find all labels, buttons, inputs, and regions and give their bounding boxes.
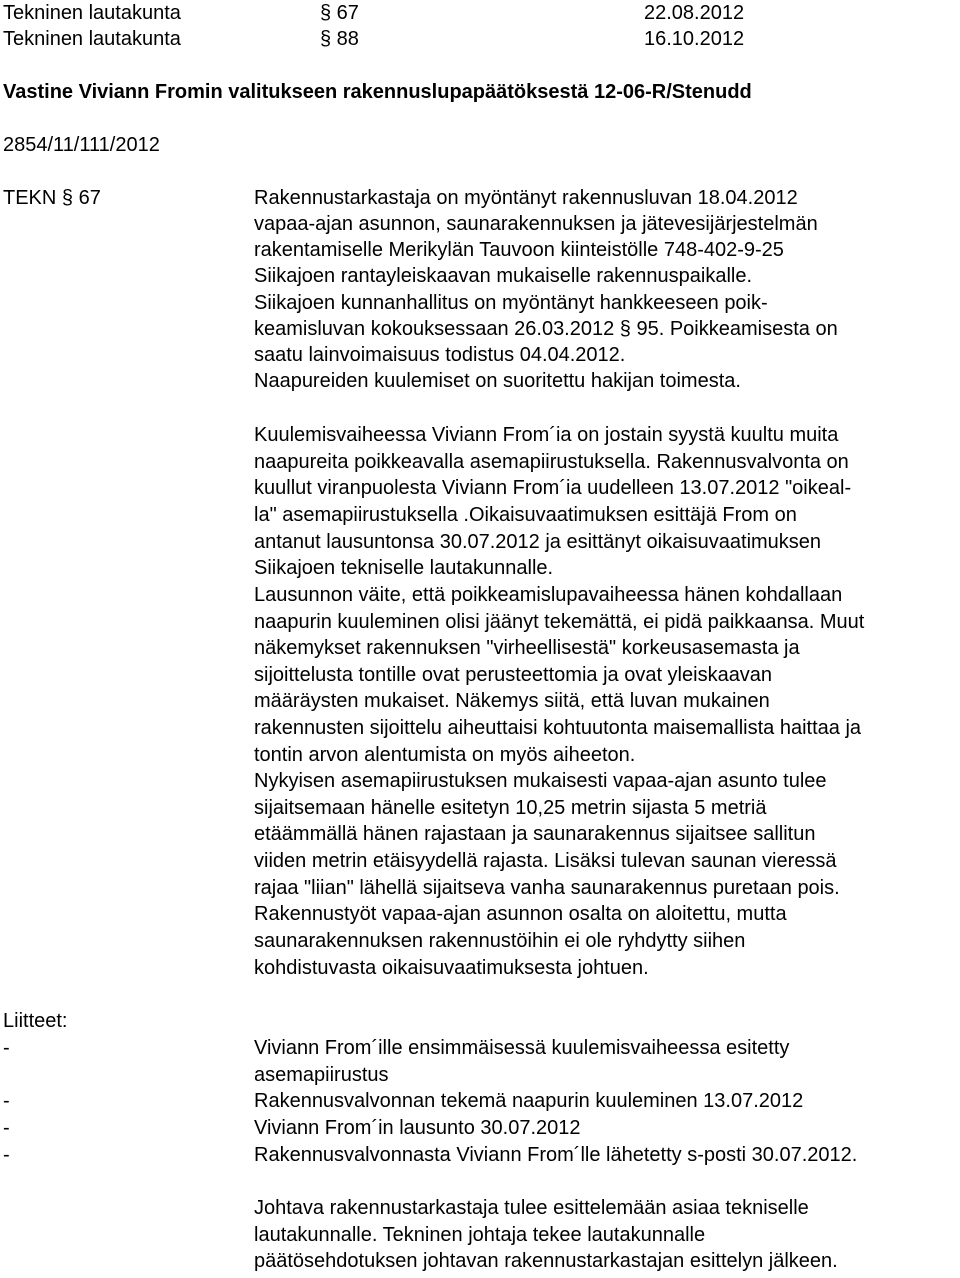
text-line: näkemykset rakennuksen "virheellisestä" korkeusasemasta ja xyxy=(254,637,800,659)
text-line: päätösehdotuksen johtavan rakennustarkastajan esittelyn jälkeen. xyxy=(254,1250,838,1272)
attachment-dash: - xyxy=(3,1090,10,1112)
text-line: kohdistuvasta oikaisuvaatimuksesta johtuen. xyxy=(254,957,649,979)
text-line: määräysten mukaiset. Näkemys siitä, että luvan mukainen xyxy=(254,690,770,712)
text-line: etäämmällä hänen rajastaan ja saunarakennus sijaitsee sallitun xyxy=(254,823,816,845)
text-line: sijaitsemaan hänelle esitetyn 10,25 metrin sijasta 5 metriä xyxy=(254,797,767,819)
header-section: § 88 xyxy=(320,28,359,50)
text-line: Siikajoen kunnanhallitus on myöntänyt hankkeeseen poik- xyxy=(254,292,768,314)
text-line: naapurin kuuleminen olisi jäänyt tekemättä, ei pidä paikkaansa. Muut xyxy=(254,611,865,633)
text-line: viiden metrin etäisyydellä rajasta. Lisäksi tulevan saunan vieressä xyxy=(254,850,837,872)
header-board: Tekninen lautakunta xyxy=(3,28,181,50)
text-line: Siikajoen rantayleiskaavan mukaiselle rakennuspaikalle. xyxy=(254,265,753,287)
text-line: Rakennustyöt vapaa-ajan asunnon osalta on aloitettu, mutta xyxy=(254,903,787,925)
text-line: la" asemapiirustuksella .Oikaisuvaatimuksen esittäjä From on xyxy=(254,504,797,526)
page-title: Vastine Viviann Fromin valitukseen rakennuslupapäätöksestä 12-06-R/Stenudd xyxy=(3,81,752,103)
text-line: Johtava rakennustarkastaja tulee esittelemään asiaa tekniselle xyxy=(254,1197,809,1219)
text-line: Siikajoen tekniselle lautakunnalle. xyxy=(254,557,554,579)
attachment-item: Viviann From´ille ensimmäisessä kuulemisvaiheessa esitetty xyxy=(254,1037,790,1059)
text-line: antanut lausuntonsa 30.07.2012 ja esittänyt oikaisuvaatimuksen xyxy=(254,531,822,553)
attachment-item: Rakennusvalvonnasta Viviann From´lle lähetetty s-posti 30.07.2012. xyxy=(254,1144,858,1166)
header-section: § 67 xyxy=(320,2,359,24)
attachments-label: Liitteet: xyxy=(3,1010,68,1032)
text-line: saatu lainvoimaisuus todistus 04.04.2012. xyxy=(254,344,626,366)
text-line: Lausunnon väite, että poikkeamislupavaiheessa hänen kohdallaan xyxy=(254,584,843,606)
attachment-dash: - xyxy=(3,1037,10,1059)
text-line: tontin arvon alentumista on myös aiheeton. xyxy=(254,744,636,766)
text-line: saunarakennuksen rakennustöihin ei ole ryhdytty siihen xyxy=(254,930,746,952)
text-line: Nykyisen asemapiirustuksen mukaisesti vapaa-ajan asunto tulee xyxy=(254,770,827,792)
case-label: TEKN § 67 xyxy=(3,187,101,209)
text-line: sijoittelusta tontille ovat perusteettomia ja ovat yleiskaavan xyxy=(254,664,773,686)
header-date: 22.08.2012 xyxy=(644,2,745,24)
header-board: Tekninen lautakunta xyxy=(3,2,181,24)
text-line: Naapureiden kuulemiset on suoritettu hakijan toimesta. xyxy=(254,370,741,392)
text-line: kuullut viranpuolesta Viviann From´ia uudelleen 13.07.2012 "oikeal- xyxy=(254,477,852,499)
text-line: rakentamiselle Merikylän Tauvoon kiinteistölle 748-402-9-25 xyxy=(254,239,784,261)
text-line: Kuulemisvaiheessa Viviann From´ia on jostain syystä kuultu muita xyxy=(254,424,839,446)
text-line: lautakunnalle. Tekninen johtaja tekee lautakunnalle xyxy=(254,1224,706,1246)
attachment-dash: - xyxy=(3,1117,10,1139)
header-date: 16.10.2012 xyxy=(644,28,745,50)
text-line: vapaa-ajan asunnon, saunarakennuksen ja jätevesijärjestelmän xyxy=(254,213,818,235)
text-line: keamisluvan kokouksessaan 26.03.2012 § 95. Poikkeamisesta on xyxy=(254,318,838,340)
attachment-dash: - xyxy=(3,1144,10,1166)
text-line: rakennusten sijoittelu aiheuttaisi kohtuutonta maisemallista haittaa ja xyxy=(254,717,862,739)
text-line: Rakennustarkastaja on myöntänyt rakennusluvan 18.04.2012 xyxy=(254,187,798,209)
text-line: rajaa "liian" lähellä sijaitseva vanha saunarakennus puretaan pois. xyxy=(254,877,840,899)
text-line: naapureita poikkeavalla asemapiirustuksella. Rakennusvalvonta on xyxy=(254,451,849,473)
attachment-item: Viviann From´in lausunto 30.07.2012 xyxy=(254,1117,581,1139)
attachment-item: Rakennusvalvonnan tekemä naapurin kuuleminen 13.07.2012 xyxy=(254,1090,804,1112)
diary-number: 2854/11/111/2012 xyxy=(3,134,160,156)
attachment-item: asemapiirustus xyxy=(254,1064,389,1086)
